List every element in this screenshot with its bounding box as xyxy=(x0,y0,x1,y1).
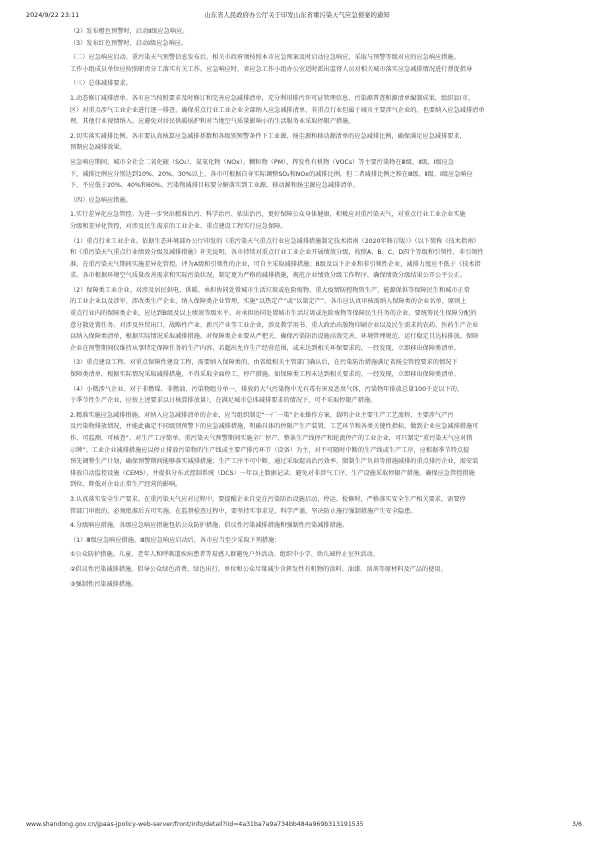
text-line: 预期应急减排效果。 xyxy=(70,144,126,152)
text-line: 2.精准实施应急减排措施。对纳入应急减排清单的企业，应当组织制定“一厂一策”企业操作方案，载明企业主要生产工艺流程、主要涉气产污 xyxy=(70,411,454,419)
text-line: 下，不应低于20%、40%和60%。污染物减排目标要分解落实到工业源、移动源和扬尘源应急减排清单。 xyxy=(70,182,359,190)
text-line: 4.分级响应措施。各级应急响应措施包括公众防护措施、倡议性污染减排措施和强制性污染减排措施。 xyxy=(70,522,349,530)
print-datetime: 2024/9/22 23:11 xyxy=(26,11,80,19)
text-line: 分级和差异化管控，对涉及民生需求的工业企业、重点建设工程实行应急保障。 xyxy=(70,222,287,230)
text-line: 1.实行差异化应急管控。为进一步突出精准治污、科学治污、依法治污，更好保障公众身体健康，积极应对重污染天气，对重点行业工业企业实施 xyxy=(70,211,466,219)
text-line: 工作小组成员单位应按照职责分工落实有关工作。应急响应时，省应急工作小组办公室适时派出监督人员对相关城市落实应急减排情况进行督促指导 xyxy=(70,65,473,73)
text-line: 3.认真落实安全生产要求。在重污染天气应对过程中，要提醒企业自觉在污染防治设施启动、停运、检修时，严格落实安全生产相关要求，需要停 xyxy=(70,495,466,503)
document-title: 山东省人民政府办公厅关于印发山东省重污染天气应急预案的通知 xyxy=(204,11,390,19)
page-footer xyxy=(0,819,594,831)
text-line: 管部门审批的，必须批准后方可实施。在监督检查过程中，要坚持实事求是、科学严谨，坚决防止施行强制措施产生安全隐患。 xyxy=(70,507,417,515)
text-line: 2.切实落实减排比例。各市要认真核算应急减排基数和各级别预警条件下工业源、扬尘源和移动源清单的应急减排比例，确保满足应急减排要求， xyxy=(70,132,466,140)
text-line: （3）重点建设工程。对重点保障性建设工程，需要纳入保障类的，由省级相关主管部门确认后，在污染防治措施满足省扬尘管控要求的情况下 xyxy=(70,359,458,367)
text-line: 企业在预警期间仅维持从事特定保障任务的生产内容，若超出允许生产经营范围，或未达到相关环保要求的，一经发现，立即移出保障类清单。 xyxy=(70,344,460,352)
text-line: ③强制性污染减排措施。 xyxy=(70,580,138,588)
text-line: 作、可监测、可核查”。对生产工序简单、重污染天气预警期间实施全厂停产、整条生产线停产和轮流停产的工业企业，可只制定“重污染天气应对措 xyxy=(70,435,473,442)
page-number: 3/6 xyxy=(572,821,582,828)
text-line: 的工业企业以及涉军、涉改类生产企业，纳入保障类企业管理，实施“以热定产”或“以量定产”。各市应认真审核需纳入保障类的企业名单，原则上 xyxy=(70,298,467,306)
text-line: 准，在重污染天气期间实施差异化管控。评为A级和引领性的企业，可自主采取减排措施；B级及以下企业和非引领性企业，减排力度应不低于《技术指 xyxy=(70,260,481,268)
text-line: ②倡议性污染减排措施。倡导公众绿色消费、绿色出行，单位和公众尽量减少含挥发性有机物的涂料、油漆、溶剂等原材料及产品的使用。 xyxy=(70,565,447,573)
text-line: 于季节性生产企业，应按上述要求以日核算排放量），在满足城市总体减排要求的情况下，可不采取停限产措施。 xyxy=(70,397,377,405)
text-line: （1）Ⅲ级应急响应措施。Ⅲ级应急响应启动后，各市应当至少采取下列措施： xyxy=(70,536,281,544)
text-line: （三）总体减排要求。 xyxy=(70,80,132,88)
text-line: 下，减排比例应分别达到10%、20%、30%以上，各市可根据自身实际调整SO₂和NOx的减排比例，但二者减排比例之和在Ⅲ级、Ⅱ级、Ⅰ级应急响应 xyxy=(70,170,473,178)
text-line: 预先调整生产计划，确保预警期间能够落实减排措施；生产工序不可中断，通过采取提高治污效率、限制生产负荷等措施减排的重点排污企业，需安装 xyxy=(70,458,479,466)
text-line: 理，其他行业视情纳入。应避免对居民供暖锅炉和对当地空气质量影响小的生活服务业采取停限产措施。 xyxy=(70,118,355,126)
text-line: 和《重污染天气重点行业绩效分级及减排措施》补充说明，各市持续对重点行业工业企业开展绩效分级，按照A、B、C、D四个等级和引领性、非引领性 xyxy=(70,249,484,257)
text-line: 排放自动监控设施（CEMS），并提供分布式控制系统（DCS）一年以上数据记录。避免对非涉气工序、生产设施采取停限产措施，确保应急管控措施 xyxy=(70,469,475,477)
text-line: 求。各市根据环境空气质量改善需求和实际污染状况，制定更为严格的减排措施，规范企业绩效分级工作程序，确保绩效分级结果公开公平公正。 xyxy=(70,272,466,280)
page-url[interactable]: www.shandong.gov.cn/jpaas-jpolicy-web-server/front/info/detail?iid=4a31ba7a9a734bb484a969b313191535 xyxy=(26,821,364,828)
text-line: （二）应急响应启动。重污染天气预警信息发布后，相关市政府须按照本市应急预案及时启动应急响应，采取与预警等级对应的应急响应措施。 xyxy=(70,54,460,62)
text-line: （2）发布橙色预警时，启动Ⅱ级应急响应。 xyxy=(70,28,189,35)
text-line: 以纳入保障类清单，根据实际情况采取减排措施。对保障类企业要从严把关，确保污染防治设施高效完善、环境管理规范、运行稳定且达标排放。保障 xyxy=(70,333,479,341)
text-line: （1）重点行业工业企业。依据生态环境部办公厅印发的《重污染天气重点行业应急减排措施制定技术指南（2020年修订版）》（以下简称《技术指南》 xyxy=(70,237,480,245)
text-line: （3）发布红色预警时，启动Ⅰ级应急响应。 xyxy=(70,39,188,47)
text-line: 示牌”。工业企业减排措施应以停止排放污染物的生产线或主要产排污环节（设备）为主，对不可随时中断的生产线或生产工序，应根据季节特点提 xyxy=(70,446,470,454)
text-line: 区）对重点涉气工业企业进行逐一排查，确保重点行业工业企业全部纳入应急减排清单，非重点行业但属于城市主要涉气企业的，也要纳入应急减排清单 xyxy=(70,106,485,114)
text-line: 重点行业内的保障类企业，应达到B级及以上绩效等级水平。对承担协同处置城市生活垃圾或危险废物等保障民生任务的企业，要统筹民生保障分配的 xyxy=(70,310,477,318)
text-line: 1.动态修订减排清单。各市应当按照要求及时修订和完善应急减排清单，充分利用排污许可证管理信息、污染源普查和源清单编制成果，组织县(市、 xyxy=(70,94,475,102)
text-line: ①公众防护措施。儿童、老年人和呼吸道疾病患者等易感人群避免户外活动。组织中小学、幼儿园停止室外活动。 xyxy=(70,551,379,559)
text-line: （4）小微涉气企业。对于非燃煤、非燃油，污染物组分单一，排放的大气污染物中无有毒有害及恶臭气体，污染物年排放总量100千克以下的， xyxy=(70,385,464,393)
text-line: 应急响应期间，城市全社会二氧化硫（SO₂）、氮氧化物（NOx）、颗粒物（PM）、挥发性有机物（VOCs）等主要污染物在Ⅲ级、Ⅱ级、Ⅰ级应急 xyxy=(70,158,455,166)
text-line: 保障类清单，根据实际情况采取减排措施，不得采取全面停工、停产措施。如保障类工程未达到相关要求的，一经发现，立即移出保障类清单。 xyxy=(70,371,460,379)
text-line: （2）保障类工业企业。对涉及居民供电、供暖、承担协同处置城市生活垃圾或危险废物、重大疫情防控物资生产、能源保供等保障民生和城市正常 xyxy=(70,286,470,294)
text-line: 及污染物排放情况，并能此确定不同级别预警下的应急减排措施，明确具体的停限产生产装置、工艺环节和各类关键性指标，做到企业应急减排措施可 xyxy=(70,423,479,431)
text-line: （四）应急响应措施。 xyxy=(70,196,132,204)
page-header xyxy=(0,8,594,22)
document-body xyxy=(70,26,584,814)
text-line: 意分散处置任务。对涉及外贸出口、战略性产业、新兴产业等工业企业，涉及教学用书、重大政治出版物印刷企业以及民生需求的农药、医药生产企业 xyxy=(70,321,479,329)
text-line: 到位，降低对企业正常生产经营的影响。 xyxy=(70,481,182,489)
